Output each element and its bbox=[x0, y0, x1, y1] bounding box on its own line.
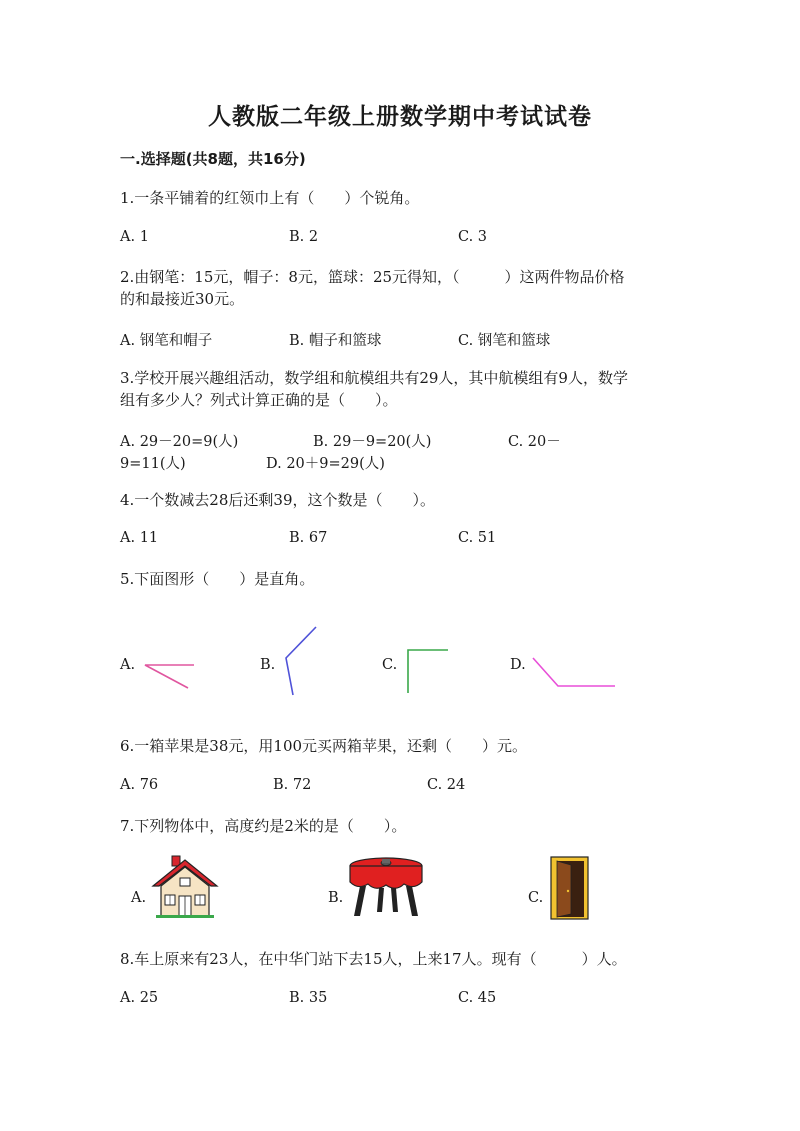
q5-option-a: A. bbox=[120, 657, 136, 673]
question-8: 8.车上原来有23人，在中华门站下去15人，上来17人。现有（ ）人。 bbox=[120, 950, 627, 968]
angle-b-figure bbox=[286, 627, 316, 695]
q5-option-c: C. bbox=[382, 657, 398, 673]
q1-option-c: C. 3 bbox=[458, 229, 488, 245]
question-6: 6.一箱苹果是38元，用100元买两箱苹果，还剩（ ）元。 bbox=[120, 737, 528, 755]
q7-option-c: C. bbox=[528, 890, 544, 906]
q1-option-a: A. 1 bbox=[120, 229, 149, 245]
question-4: 4.一个数减去28后还剩39，这个数是（ ）。 bbox=[120, 491, 435, 509]
q8-option-a: A. 25 bbox=[120, 990, 159, 1006]
section-heading: 一.选择题(共8题，共16分) bbox=[120, 150, 306, 168]
q2-option-b: B. 帽子和篮球 bbox=[289, 333, 382, 349]
q6-option-a: A. 76 bbox=[120, 777, 159, 793]
q7-option-b: B. bbox=[328, 890, 344, 906]
q4-option-b: B. 67 bbox=[289, 530, 328, 546]
q3-option-c: C. 20－ bbox=[508, 434, 561, 450]
angle-c-figure bbox=[408, 650, 448, 693]
page-title: 人教版二年级上册数学期中考试试卷 bbox=[208, 104, 592, 130]
question-2-line1: 2.由钢笔：15元，帽子：8元，篮球：25元得知，（ ）这两件物品价格 bbox=[120, 268, 625, 286]
q1-option-b: B. 2 bbox=[289, 229, 319, 245]
q7-option-a: A. bbox=[131, 890, 147, 906]
door-image bbox=[550, 856, 590, 920]
question-3-line2: 组有多少人？列式计算正确的是（ ）。 bbox=[120, 391, 398, 409]
q8-option-c: C. 45 bbox=[458, 990, 497, 1006]
q6-option-b: B. 72 bbox=[273, 777, 312, 793]
q5-option-b: B. bbox=[260, 657, 276, 673]
q2-option-c: C. 钢笔和篮球 bbox=[458, 333, 551, 349]
angle-d-figure bbox=[533, 658, 615, 686]
q4-option-c: C. 51 bbox=[458, 530, 497, 546]
q6-option-c: C. 24 bbox=[427, 777, 466, 793]
q4-option-a: A. 11 bbox=[120, 530, 159, 546]
angle-a-figure bbox=[145, 665, 194, 688]
question-1: 1.一条平铺着的红领巾上有（ ）个锐角。 bbox=[120, 189, 420, 207]
q3-option-a: A. 29－20=9(人) bbox=[120, 434, 239, 450]
question-7: 7.下列物体中，高度约是2米的是（ ）。 bbox=[120, 817, 407, 835]
q3-option-c-cont: 9=11(人) bbox=[120, 456, 186, 472]
table-image bbox=[346, 856, 426, 920]
q3-option-b: B. 29－9=20(人) bbox=[313, 434, 432, 450]
question-2-line2: 的和最接近30元。 bbox=[120, 290, 245, 308]
question-3-line1: 3.学校开展兴趣组活动，数学组和航模组共有29人，其中航模组有9人，数学 bbox=[120, 369, 628, 387]
q2-option-a: A. 钢笔和帽子 bbox=[120, 333, 213, 349]
q5-option-d: D. bbox=[510, 657, 526, 673]
house-image bbox=[150, 852, 220, 920]
question-5: 5.下面图形（ ）是直角。 bbox=[120, 570, 315, 588]
q8-option-b: B. 35 bbox=[289, 990, 328, 1006]
q3-option-d: D. 20＋9=29(人) bbox=[266, 456, 385, 472]
